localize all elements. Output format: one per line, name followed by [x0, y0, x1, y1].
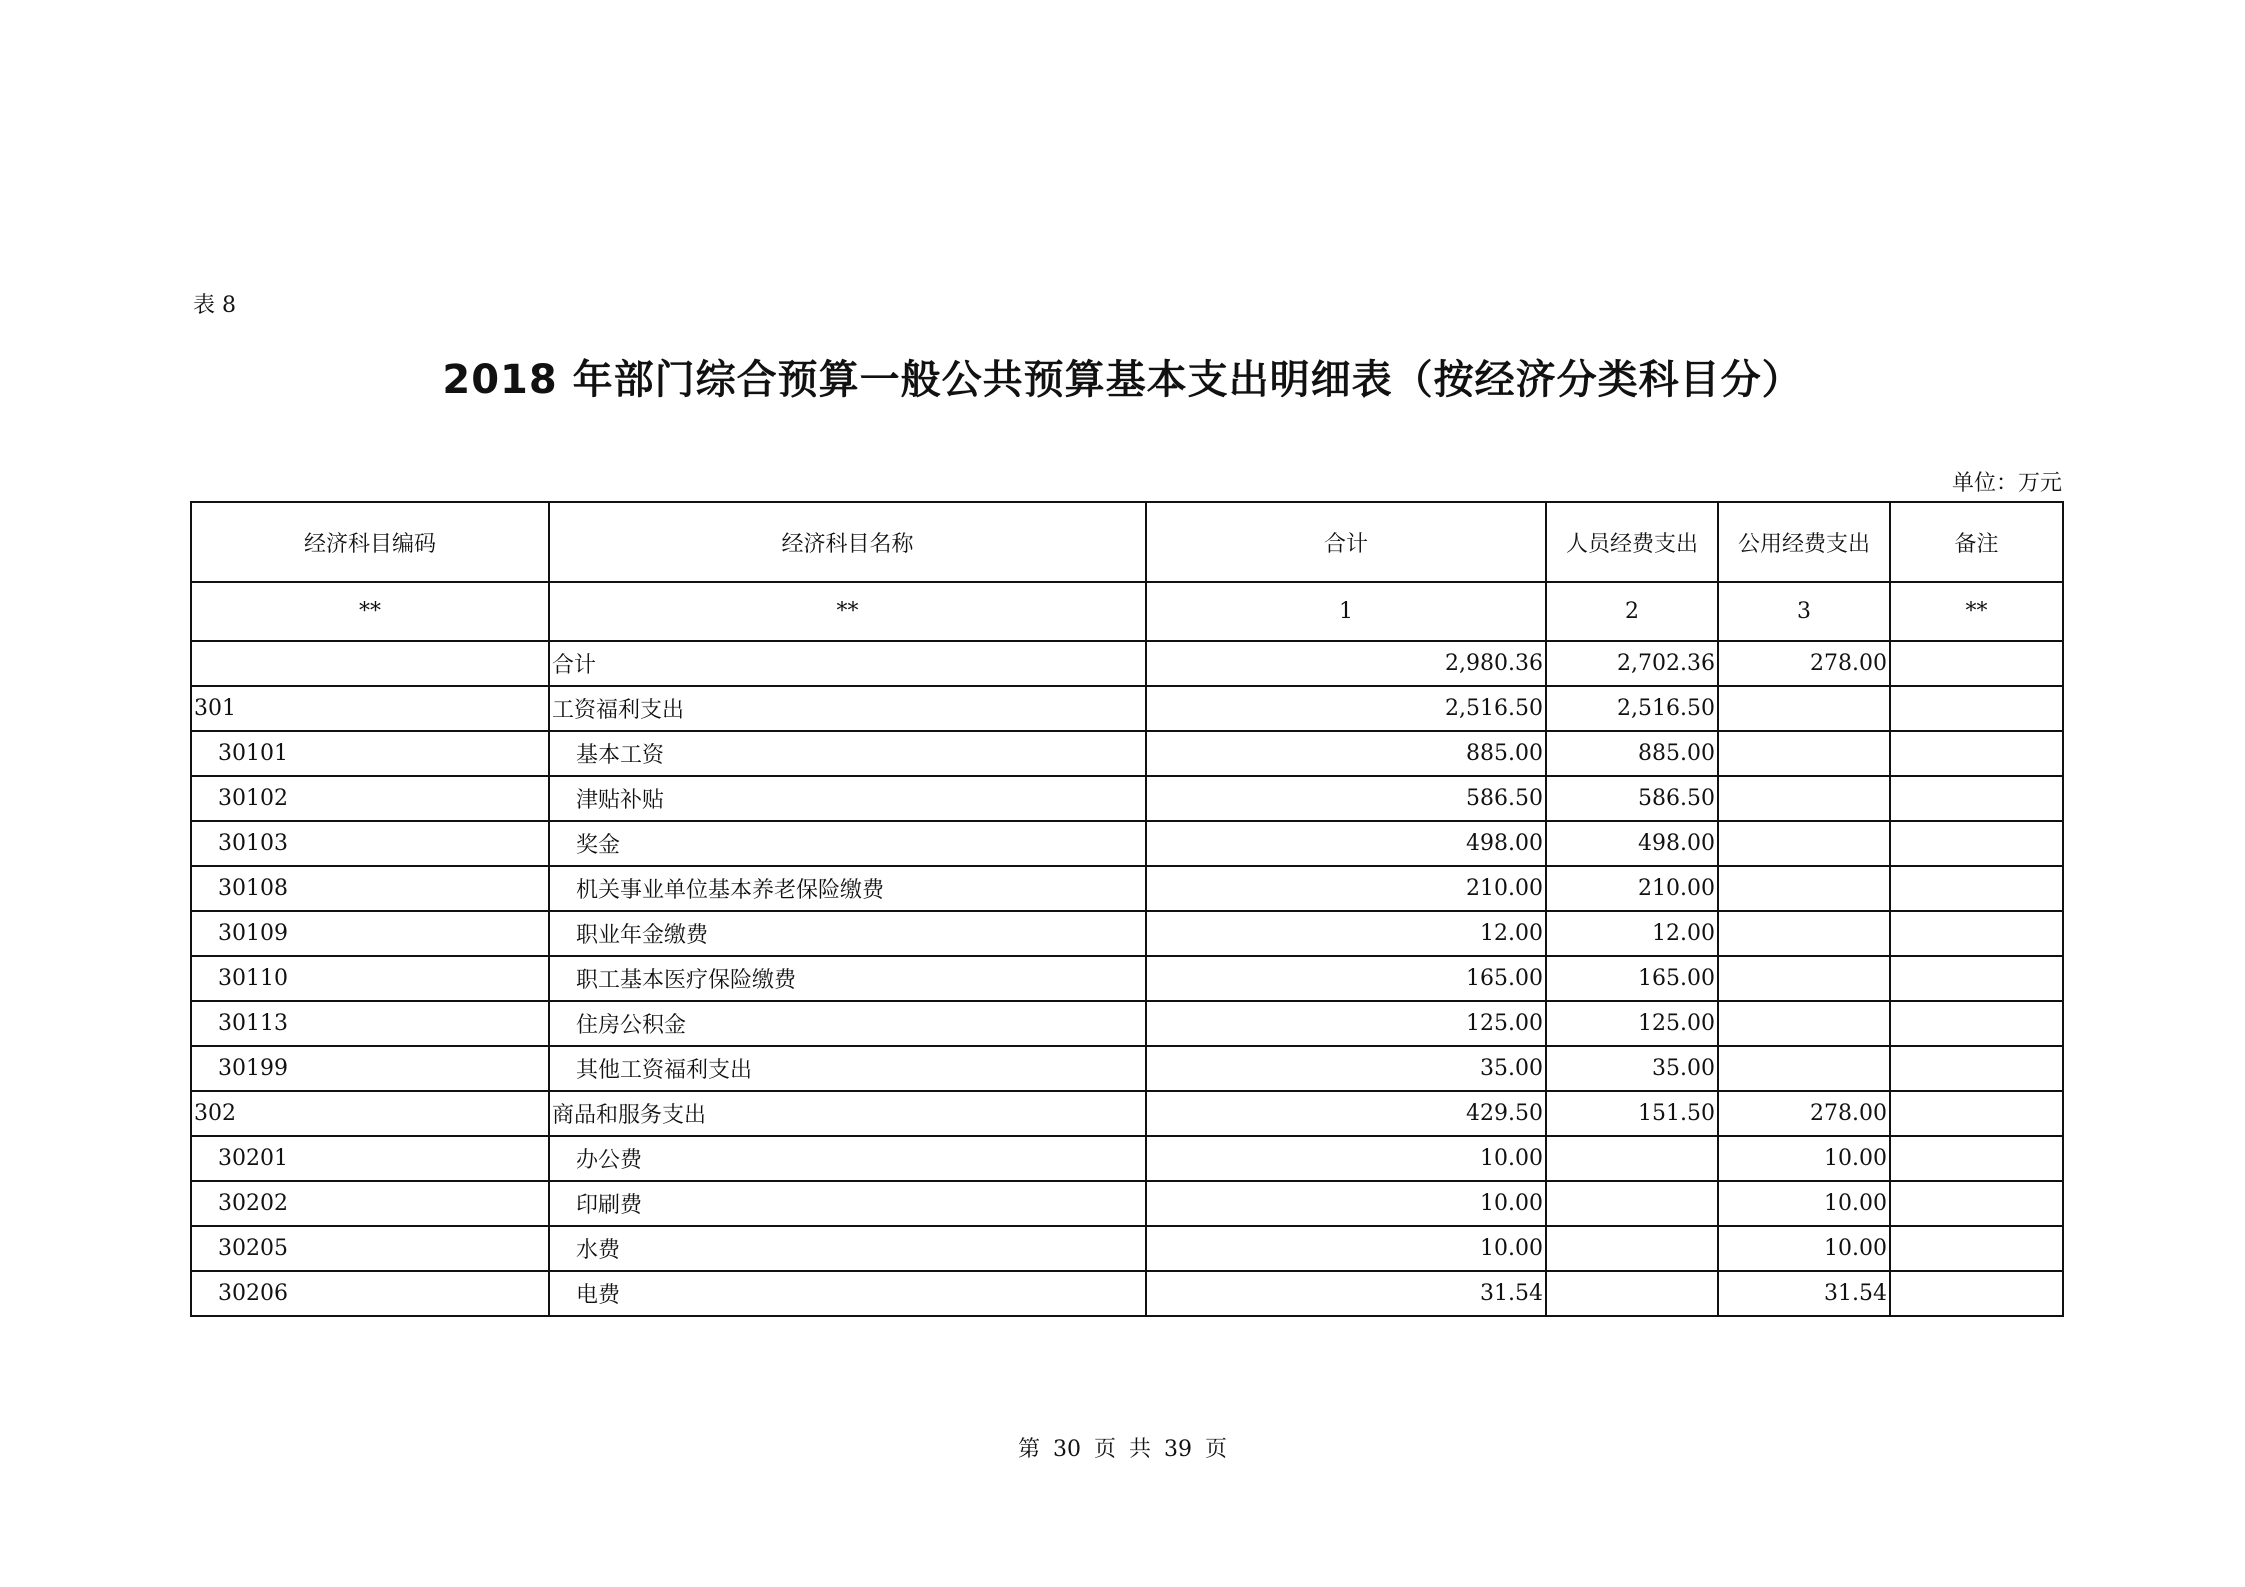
- table-row: [191, 1001, 2063, 1046]
- note-cell: [1890, 1271, 2063, 1316]
- budget-table: [190, 501, 2064, 1317]
- total-cell: 10.00: [1146, 1136, 1546, 1181]
- table-row: [191, 1226, 2063, 1271]
- table-row: [191, 1136, 2063, 1181]
- index-row: [191, 582, 2063, 641]
- total-cell: 2,980.36: [1146, 641, 1546, 686]
- staff-cell: 165.00: [1546, 956, 1718, 1001]
- staff-cell: [1546, 1136, 1718, 1181]
- note-cell: [1890, 1136, 2063, 1181]
- total-cell: 31.54: [1146, 1271, 1546, 1316]
- name-cell: 办公费: [549, 1136, 1146, 1181]
- table-row: [191, 866, 2063, 911]
- header-row: [191, 502, 2063, 582]
- index-total: 1: [1146, 582, 1546, 641]
- public-cell: [1718, 821, 1890, 866]
- staff-cell: 12.00: [1546, 911, 1718, 956]
- note-cell: [1890, 1046, 2063, 1091]
- public-cell: [1718, 866, 1890, 911]
- note-cell: [1890, 1001, 2063, 1046]
- table-row: [191, 1271, 2063, 1316]
- public-cell: 10.00: [1718, 1136, 1890, 1181]
- code-cell: 30199: [191, 1046, 549, 1091]
- table-row: [191, 1091, 2063, 1136]
- note-cell: [1890, 1091, 2063, 1136]
- public-cell: [1718, 686, 1890, 731]
- staff-cell: 2,702.36: [1546, 641, 1718, 686]
- staff-cell: [1546, 1271, 1718, 1316]
- table-row: [191, 641, 2063, 686]
- name-cell: 津贴补贴: [549, 776, 1146, 821]
- public-cell: 10.00: [1718, 1226, 1890, 1271]
- public-cell: [1718, 911, 1890, 956]
- name-cell: 商品和服务支出: [549, 1091, 1146, 1136]
- table-row: [191, 1046, 2063, 1091]
- table-row: [191, 776, 2063, 821]
- code-cell: 30205: [191, 1226, 549, 1271]
- public-cell: [1718, 776, 1890, 821]
- code-cell: 30202: [191, 1181, 549, 1226]
- name-cell: 其他工资福利支出: [549, 1046, 1146, 1091]
- name-cell: 工资福利支出: [549, 686, 1146, 731]
- code-cell: 30109: [191, 911, 549, 956]
- code-cell: 30206: [191, 1271, 549, 1316]
- name-cell: 水费: [549, 1226, 1146, 1271]
- code-cell: 302: [191, 1091, 549, 1136]
- public-cell: [1718, 1046, 1890, 1091]
- table-label: 表 8: [193, 293, 236, 318]
- public-cell: [1718, 1001, 1890, 1046]
- table-row: [191, 1181, 2063, 1226]
- table-row: [191, 911, 2063, 956]
- total-cell: 35.00: [1146, 1046, 1546, 1091]
- total-cell: 586.50: [1146, 776, 1546, 821]
- page-title: 2018 年部门综合预算一般公共预算基本支出明细表（按经济分类科目分）: [442, 357, 1803, 403]
- name-cell: 印刷费: [549, 1181, 1146, 1226]
- total-cell: 10.00: [1146, 1226, 1546, 1271]
- public-cell: 278.00: [1718, 1091, 1890, 1136]
- table-row: [191, 731, 2063, 776]
- staff-cell: 885.00: [1546, 731, 1718, 776]
- name-cell: 职业年金缴费: [549, 911, 1146, 956]
- staff-cell: 2,516.50: [1546, 686, 1718, 731]
- staff-cell: [1546, 1226, 1718, 1271]
- staff-cell: [1546, 1181, 1718, 1226]
- index-note: **: [1890, 582, 2063, 641]
- note-cell: [1890, 686, 2063, 731]
- staff-cell: 498.00: [1546, 821, 1718, 866]
- note-cell: [1890, 821, 2063, 866]
- staff-cell: 586.50: [1546, 776, 1718, 821]
- code-cell: 301: [191, 686, 549, 731]
- column-header-note: 备注: [1890, 502, 2063, 582]
- note-cell: [1890, 731, 2063, 776]
- name-cell: 基本工资: [549, 731, 1146, 776]
- note-cell: [1890, 956, 2063, 1001]
- public-cell: 10.00: [1718, 1181, 1890, 1226]
- index-name: **: [549, 582, 1146, 641]
- note-cell: [1890, 911, 2063, 956]
- staff-cell: 35.00: [1546, 1046, 1718, 1091]
- table-row: [191, 686, 2063, 731]
- total-cell: 429.50: [1146, 1091, 1546, 1136]
- index-code: **: [191, 582, 549, 641]
- code-cell: 30108: [191, 866, 549, 911]
- name-cell: 职工基本医疗保险缴费: [549, 956, 1146, 1001]
- note-cell: [1890, 1181, 2063, 1226]
- note-cell: [1890, 1226, 2063, 1271]
- code-cell: 30110: [191, 956, 549, 1001]
- unit-label: 单位：万元: [1951, 471, 2062, 496]
- total-cell: 125.00: [1146, 1001, 1546, 1046]
- public-cell: 278.00: [1718, 641, 1890, 686]
- column-header-staff: 人员经费支出: [1546, 502, 1718, 582]
- table-row: [191, 821, 2063, 866]
- name-cell: 电费: [549, 1271, 1146, 1316]
- total-cell: 10.00: [1146, 1181, 1546, 1226]
- public-cell: [1718, 731, 1890, 776]
- code-cell: [191, 641, 549, 686]
- public-cell: 31.54: [1718, 1271, 1890, 1316]
- name-cell: 机关事业单位基本养老保险缴费: [549, 866, 1146, 911]
- note-cell: [1890, 866, 2063, 911]
- total-cell: 165.00: [1146, 956, 1546, 1001]
- column-header-code: 经济科目编码: [191, 502, 549, 582]
- index-public: 3: [1718, 582, 1890, 641]
- total-cell: 498.00: [1146, 821, 1546, 866]
- total-cell: 210.00: [1146, 866, 1546, 911]
- index-staff: 2: [1546, 582, 1718, 641]
- total-cell: 12.00: [1146, 911, 1546, 956]
- staff-cell: 210.00: [1546, 866, 1718, 911]
- total-cell: 885.00: [1146, 731, 1546, 776]
- page-footer: 第 30 页 共 39 页: [1018, 1437, 1227, 1462]
- public-cell: [1718, 956, 1890, 1001]
- code-cell: 30101: [191, 731, 549, 776]
- column-header-public: 公用经费支出: [1718, 502, 1890, 582]
- name-cell: 合计: [549, 641, 1146, 686]
- note-cell: [1890, 641, 2063, 686]
- name-cell: 奖金: [549, 821, 1146, 866]
- column-header-name: 经济科目名称: [549, 502, 1146, 582]
- code-cell: 30201: [191, 1136, 549, 1181]
- column-header-total: 合计: [1146, 502, 1546, 582]
- total-cell: 2,516.50: [1146, 686, 1546, 731]
- staff-cell: 125.00: [1546, 1001, 1718, 1046]
- code-cell: 30102: [191, 776, 549, 821]
- name-cell: 住房公积金: [549, 1001, 1146, 1046]
- code-cell: 30103: [191, 821, 549, 866]
- code-cell: 30113: [191, 1001, 549, 1046]
- staff-cell: 151.50: [1546, 1091, 1718, 1136]
- table-row: [191, 956, 2063, 1001]
- note-cell: [1890, 776, 2063, 821]
